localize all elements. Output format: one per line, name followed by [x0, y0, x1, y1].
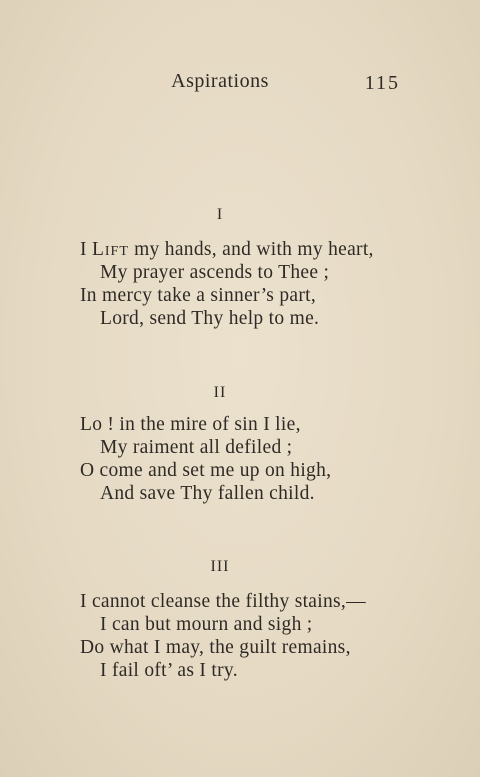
poem-line: Do what I may, the guilt remains, — [80, 637, 351, 658]
running-title: Aspirations — [171, 70, 269, 92]
poem-line: Lord, send Thy help to me. — [100, 308, 320, 329]
poem-line: My prayer ascends to Thee ; — [100, 262, 330, 283]
poem-line: And save Thy fallen child. — [100, 483, 315, 504]
poem-line-smallcaps: Lift — [91, 239, 129, 260]
stanza-numeral-2: II — [213, 384, 227, 401]
poem-line: Lo ! in the mire of sin I lie, — [80, 414, 301, 435]
poem-line: In mercy take a sinner’s part, — [80, 285, 317, 306]
poem-line: I cannot cleanse the filthy stains,— — [80, 591, 366, 612]
stanza-2 — [80, 413, 460, 505]
poem-line — [80, 238, 460, 261]
stanza-numeral-3: III — [210, 558, 230, 575]
poem-line: O come and set me up on high, — [80, 460, 332, 481]
poem-line: My raiment all defiled ; — [100, 437, 293, 458]
poem-line-rest: my hands, and with my heart, — [128, 239, 374, 260]
page-number: 115 — [364, 72, 400, 94]
stanza-numeral-1: I — [216, 206, 224, 223]
poem-line-first-word: I — [80, 239, 87, 260]
poem-line: I can but mourn and sigh ; — [100, 614, 313, 635]
stanza-1 — [80, 238, 460, 330]
stanza-3 — [80, 590, 460, 682]
poem-line: I fail oft’ as I try. — [100, 660, 238, 681]
